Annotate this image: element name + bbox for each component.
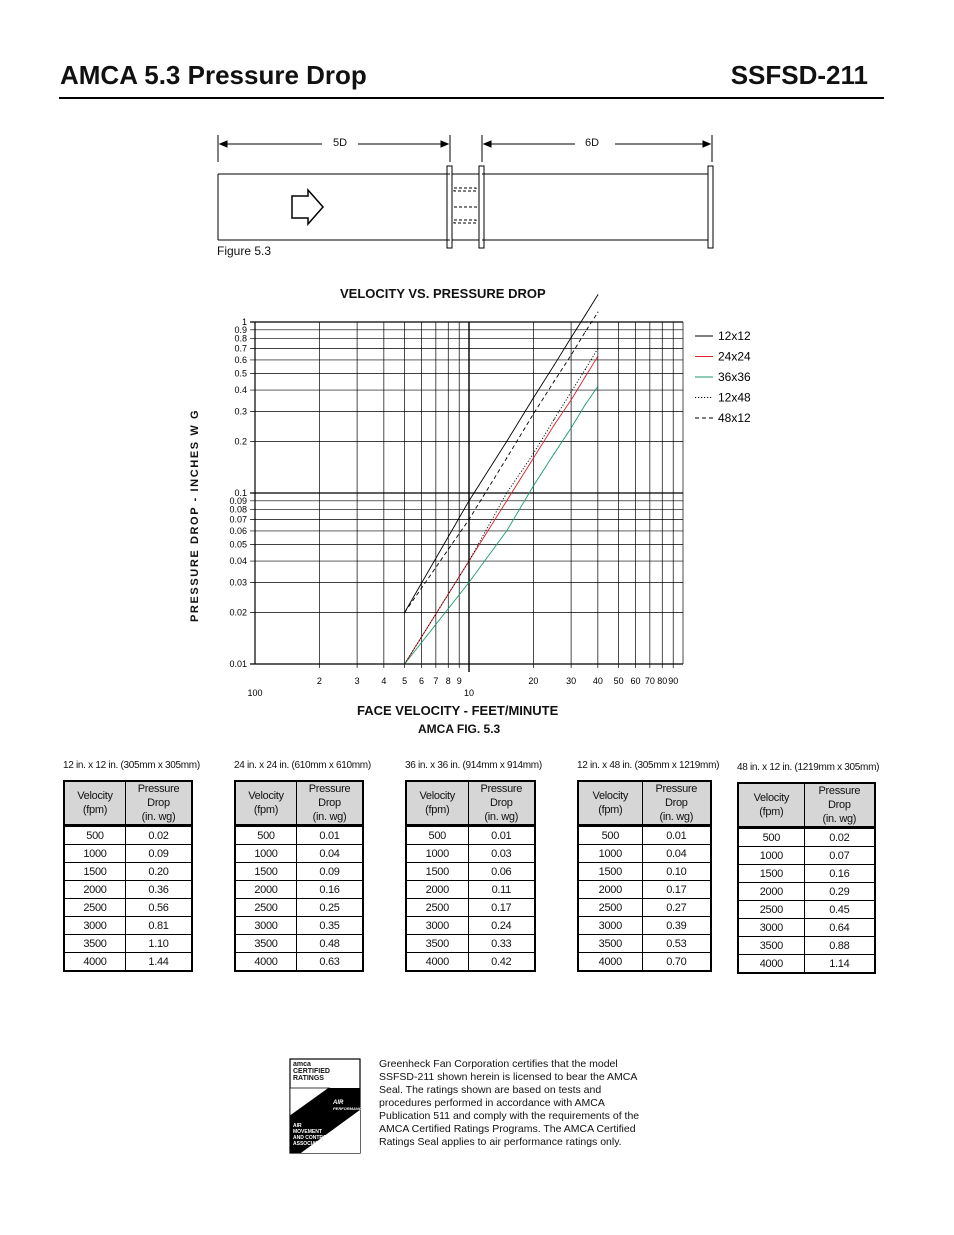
pressure-cell: 0.29: [804, 883, 875, 901]
pressure-cell: 0.16: [297, 881, 363, 899]
col-pressure-drop: Pressure Drop (in. wg): [642, 781, 711, 826]
y-tick-label: 0.09: [229, 495, 247, 506]
table-row: [64, 935, 192, 953]
pressure-cell: 0.03: [468, 845, 535, 863]
x-tick-label: 2: [316, 676, 322, 686]
table-caption: 12 in. x 48 in. (305mm x 1219mm): [577, 760, 720, 771]
data-point: [585, 376, 586, 377]
chart-subtitle: AMCA FIG. 5.3: [418, 722, 501, 736]
table-caption: 24 in. x 24 in. (610mm x 610mm): [234, 760, 371, 771]
data-point: [597, 294, 598, 295]
x-decade-label: 100: [247, 688, 263, 698]
data-point: [533, 453, 534, 454]
chart-title: VELOCITY VS. PRESSURE DROP: [340, 286, 546, 301]
pressure-cell: 0.56: [126, 899, 192, 917]
velocity-cell: 4000: [406, 953, 468, 972]
velocity-cell: 500: [578, 826, 642, 845]
data-point: [506, 492, 507, 493]
pressure-cell: 0.64: [804, 919, 875, 937]
table-row: [406, 899, 535, 917]
table-row: [738, 883, 875, 901]
table-row: [64, 881, 192, 899]
x-tick-label: 4: [381, 676, 387, 686]
velocity-cell: 1000: [738, 847, 804, 865]
pressure-cell: 0.17: [642, 881, 711, 899]
data-point: [554, 419, 555, 420]
y-tick-label: 0.01: [229, 659, 247, 669]
x-axis-title: FACE VELOCITY - FEET/MINUTE: [357, 703, 559, 718]
velocity-cell: 2500: [64, 899, 126, 917]
legend-label: 24x24: [718, 349, 751, 364]
x-tick-label: 9: [456, 676, 462, 686]
velocity-cell: 1000: [64, 845, 126, 863]
x-tick-label: 30: [566, 676, 577, 686]
col-velocity: Velocity (fpm): [235, 781, 297, 826]
y-tick-label: 1: [241, 317, 247, 327]
table-row: [235, 881, 363, 899]
velocity-cell: 1500: [738, 865, 804, 883]
y-tick-label: 0.9: [234, 324, 247, 335]
table-row: [578, 917, 711, 935]
table-row: [578, 826, 711, 845]
data-point: [468, 582, 469, 583]
x-tick-label: 80: [657, 676, 668, 686]
pressure-cell: 0.07: [804, 847, 875, 865]
table-row: [64, 863, 192, 881]
pressure-cell: 0.17: [468, 899, 535, 917]
velocity-cell: 2000: [406, 881, 468, 899]
data-point: [506, 457, 507, 458]
x-tick-label: 8: [445, 676, 451, 686]
y-tick-label: 0.07: [229, 514, 247, 525]
table-row: [64, 953, 192, 972]
velocity-cell: 500: [64, 826, 126, 845]
pressure-cell: 0.01: [642, 826, 711, 845]
velocity-cell: 4000: [738, 955, 804, 974]
x-decade-label: 10: [463, 688, 475, 698]
data-point: [506, 530, 507, 531]
y-tick-label: 0.5: [234, 368, 247, 379]
pressure-cell: 0.09: [297, 863, 363, 881]
data-point: [585, 404, 586, 405]
table-row: [235, 863, 363, 881]
pressure-cell: 1.44: [126, 953, 192, 972]
data-point: [585, 314, 586, 315]
table-caption: 36 in. x 36 in. (914mm x 914mm): [405, 760, 542, 771]
table-row: [406, 917, 535, 935]
data-point: [597, 312, 598, 313]
dim-5d: 5D: [333, 137, 348, 149]
data-point: [533, 457, 534, 458]
pressure-cell: 0.36: [126, 881, 192, 899]
col-pressure-drop: Pressure Drop (in. wg): [804, 783, 875, 828]
col-velocity: Velocity (fpm): [738, 783, 804, 828]
pressure-cell: 0.11: [468, 881, 535, 899]
velocity-cell: 1500: [235, 863, 297, 881]
x-tick-label: 20: [528, 676, 539, 686]
table-row: [578, 935, 711, 953]
pressure-cell: 0.25: [297, 899, 363, 917]
pressure-cell: 0.42: [468, 953, 535, 972]
pressure-cell: 0.35: [297, 917, 363, 935]
x-tick-label: 5: [402, 676, 408, 686]
data-point: [468, 500, 469, 501]
velocity-cell: 2000: [64, 881, 126, 899]
table-row: [235, 845, 363, 863]
data-point: [571, 399, 572, 400]
pressure-cell: 0.04: [642, 845, 711, 863]
y-tick-label: 0.05: [229, 539, 247, 550]
table-row: [406, 953, 535, 972]
legend-label: 36x36: [718, 370, 751, 384]
table-row: [406, 881, 535, 899]
y-tick-label: 0.8: [234, 333, 247, 344]
table-row: [235, 826, 363, 845]
pressure-cell: 1.14: [804, 955, 875, 974]
pressure-cell: 0.09: [126, 845, 192, 863]
table-row: [406, 845, 535, 863]
pressure-cell: 0.70: [642, 953, 711, 972]
velocity-cell: 1000: [406, 845, 468, 863]
y-tick-label: 0.08: [229, 504, 247, 515]
dim-6d: 6D: [585, 137, 600, 149]
col-pressure-drop: Pressure Drop (in. wg): [468, 781, 535, 826]
y-tick-label: 0.06: [229, 525, 247, 536]
table-row: [235, 953, 363, 972]
table-row: [64, 826, 192, 845]
seal-air: AIR PERFORMANCE: [333, 1100, 365, 1111]
table-row: [578, 881, 711, 899]
velocity-cell: 1500: [406, 863, 468, 881]
velocity-cell: 500: [235, 826, 297, 845]
y-tick-label: 0.4: [234, 385, 247, 396]
y-tick-label: 0.03: [229, 577, 247, 588]
velocity-cell: 4000: [64, 953, 126, 972]
table-row: [578, 863, 711, 881]
table-row: [578, 953, 711, 972]
model-number: SSFSD-211: [730, 60, 868, 90]
y-tick-label: 0.6: [234, 354, 247, 365]
data-point: [554, 381, 555, 382]
velocity-cell: 3000: [64, 917, 126, 935]
figure-caption: Figure 5.3: [217, 244, 272, 258]
pressure-cell: 0.01: [468, 826, 535, 845]
velocity-cell: 2000: [235, 881, 297, 899]
pressure-cell: 1.10: [126, 935, 192, 953]
col-pressure-drop: Pressure Drop (in. wg): [297, 781, 363, 826]
pressure-cell: 0.02: [126, 826, 192, 845]
velocity-cell: 3500: [578, 935, 642, 953]
x-tick-label: 50: [613, 676, 624, 686]
table-row: [738, 937, 875, 955]
table-row: [235, 935, 363, 953]
data-point: [571, 355, 572, 356]
pressure-cell: 0.20: [126, 863, 192, 881]
velocity-cell: 4000: [578, 953, 642, 972]
velocity-cell: 1500: [578, 863, 642, 881]
velocity-cell: 1000: [578, 845, 642, 863]
table-row: [738, 847, 875, 865]
y-tick-label: 0.3: [234, 406, 247, 417]
pressure-cell: 0.10: [642, 863, 711, 881]
pressure-cell: 0.16: [804, 865, 875, 883]
velocity-cell: 3000: [406, 917, 468, 935]
table-row: [738, 865, 875, 883]
x-tick-label: 6: [419, 676, 425, 686]
data-point: [554, 453, 555, 454]
data-point: [554, 364, 555, 365]
pressure-cell: 0.33: [468, 935, 535, 953]
series-line-12x12: [405, 295, 598, 613]
x-tick-label: 3: [354, 676, 360, 686]
velocity-cell: 3500: [406, 935, 468, 953]
col-velocity: Velocity (fpm): [578, 781, 642, 826]
pressure-cell: 0.53: [642, 935, 711, 953]
y-tick-label: 0.02: [229, 607, 247, 618]
table-row: [64, 845, 192, 863]
table-row: [738, 919, 875, 937]
table-row: [406, 826, 535, 845]
pressure-drop-table: [737, 782, 876, 974]
seal-text: amca CERTIFIED RATINGS: [293, 1061, 330, 1082]
x-tick-label: 60: [630, 676, 641, 686]
pressure-drop-table: [234, 780, 364, 972]
legend-label: 12x12: [718, 329, 751, 343]
pressure-cell: 0.88: [804, 937, 875, 955]
pressure-cell: 0.01: [297, 826, 363, 845]
y-tick-label: 0.2: [234, 436, 247, 447]
pressure-cell: 0.27: [642, 899, 711, 917]
table-row: [578, 899, 711, 917]
data-point: [404, 612, 405, 613]
pressure-drop-table: [405, 780, 536, 972]
pressure-drop-table: [63, 780, 193, 972]
y-tick-label: 0.04: [229, 556, 247, 567]
table-row: [64, 899, 192, 917]
pressure-cell: 0.45: [804, 901, 875, 919]
data-point: [404, 663, 405, 664]
series-line-48x12: [405, 312, 598, 612]
velocity-cell: 2500: [738, 901, 804, 919]
x-tick-label: 40: [592, 676, 603, 686]
legend-label: 12x48: [718, 390, 751, 405]
data-point: [597, 386, 598, 387]
table-row: [578, 845, 711, 863]
velocity-cell: 3000: [738, 919, 804, 937]
velocity-cell: 3500: [64, 935, 126, 953]
data-point: [506, 500, 507, 501]
pressure-cell: 0.06: [468, 863, 535, 881]
data-point: [585, 331, 586, 332]
x-tick-label: 90: [668, 676, 679, 686]
velocity-cell: 2000: [738, 883, 804, 901]
data-point: [468, 519, 469, 520]
velocity-cell: 2500: [578, 899, 642, 917]
data-point: [571, 427, 572, 428]
table-row: [738, 828, 875, 847]
data-point: [533, 397, 534, 398]
data-point: [585, 369, 586, 370]
data-point: [571, 391, 572, 392]
y-axis-title: PRESSURE DROP - INCHES W G: [189, 408, 201, 622]
pressure-cell: 0.39: [642, 917, 711, 935]
pressure-cell: 0.63: [297, 953, 363, 972]
velocity-cell: 3500: [235, 935, 297, 953]
series-line-36x36: [405, 386, 598, 664]
data-point: [597, 348, 598, 349]
velocity-cell: 1000: [235, 845, 297, 863]
velocity-cell: 3500: [738, 937, 804, 955]
velocity-cell: 3000: [578, 917, 642, 935]
pressure-cell: 0.81: [126, 917, 192, 935]
velocity-cell: 500: [738, 828, 804, 847]
data-point: [533, 413, 534, 414]
page-title: AMCA 5.3 Pressure Drop: [60, 60, 367, 90]
pressure-cell: 0.02: [804, 828, 875, 847]
col-velocity: Velocity (fpm): [64, 781, 126, 826]
data-point: [554, 424, 555, 425]
velocity-cell: 2500: [235, 899, 297, 917]
velocity-cell: 1500: [64, 863, 126, 881]
col-velocity: Velocity (fpm): [406, 781, 468, 826]
table-row: [406, 863, 535, 881]
pressure-cell: 0.48: [297, 935, 363, 953]
x-tick-label: 7: [433, 676, 439, 686]
pressure-cell: 0.04: [297, 845, 363, 863]
certification-text: Greenheck Fan Corporation certifies that the model SSFSD-211 shown herein is licensed to bear the AMCA Seal. The ratings shown are based on tests and procedures performed in accordance with AMCA Publication 511 and comply with the requirements of the AMCA Certified Ratings Programs. The AMCA Certified Ratings Seal applies to air performance ratings only.: [379, 1058, 640, 1148]
series-line-12x48: [405, 348, 598, 664]
data-point: [506, 441, 507, 442]
table-row: [235, 899, 363, 917]
velocity-cell: 4000: [235, 953, 297, 972]
data-point: [597, 356, 598, 357]
velocity-cell: 2000: [578, 881, 642, 899]
table-row: [738, 955, 875, 974]
y-tick-label: 0.7: [234, 343, 247, 354]
data-point: [468, 560, 469, 561]
table-caption: 48 in. x 12 in. (1219mm x 305mm): [737, 762, 880, 773]
x-tick-label: 70: [644, 676, 655, 686]
velocity-cell: 500: [406, 826, 468, 845]
table-row: [64, 917, 192, 935]
pressure-cell: 0.24: [468, 917, 535, 935]
seal-assoc: AIR MOVEMENT AND CONTROL ASSOCIATION, INC.: [293, 1123, 341, 1147]
data-point: [571, 337, 572, 338]
table-caption: 12 in. x 12 in. (305mm x 305mm): [63, 760, 200, 771]
velocity-cell: 3000: [235, 917, 297, 935]
data-point: [533, 485, 534, 486]
col-pressure-drop: Pressure Drop (in. wg): [126, 781, 192, 826]
table-row: [738, 901, 875, 919]
pressure-drop-table: [577, 780, 712, 972]
legend-label: 48x12: [718, 411, 751, 425]
table-row: [406, 935, 535, 953]
y-tick-label: 0.1: [234, 488, 247, 498]
table-row: [235, 917, 363, 935]
velocity-cell: 2500: [406, 899, 468, 917]
